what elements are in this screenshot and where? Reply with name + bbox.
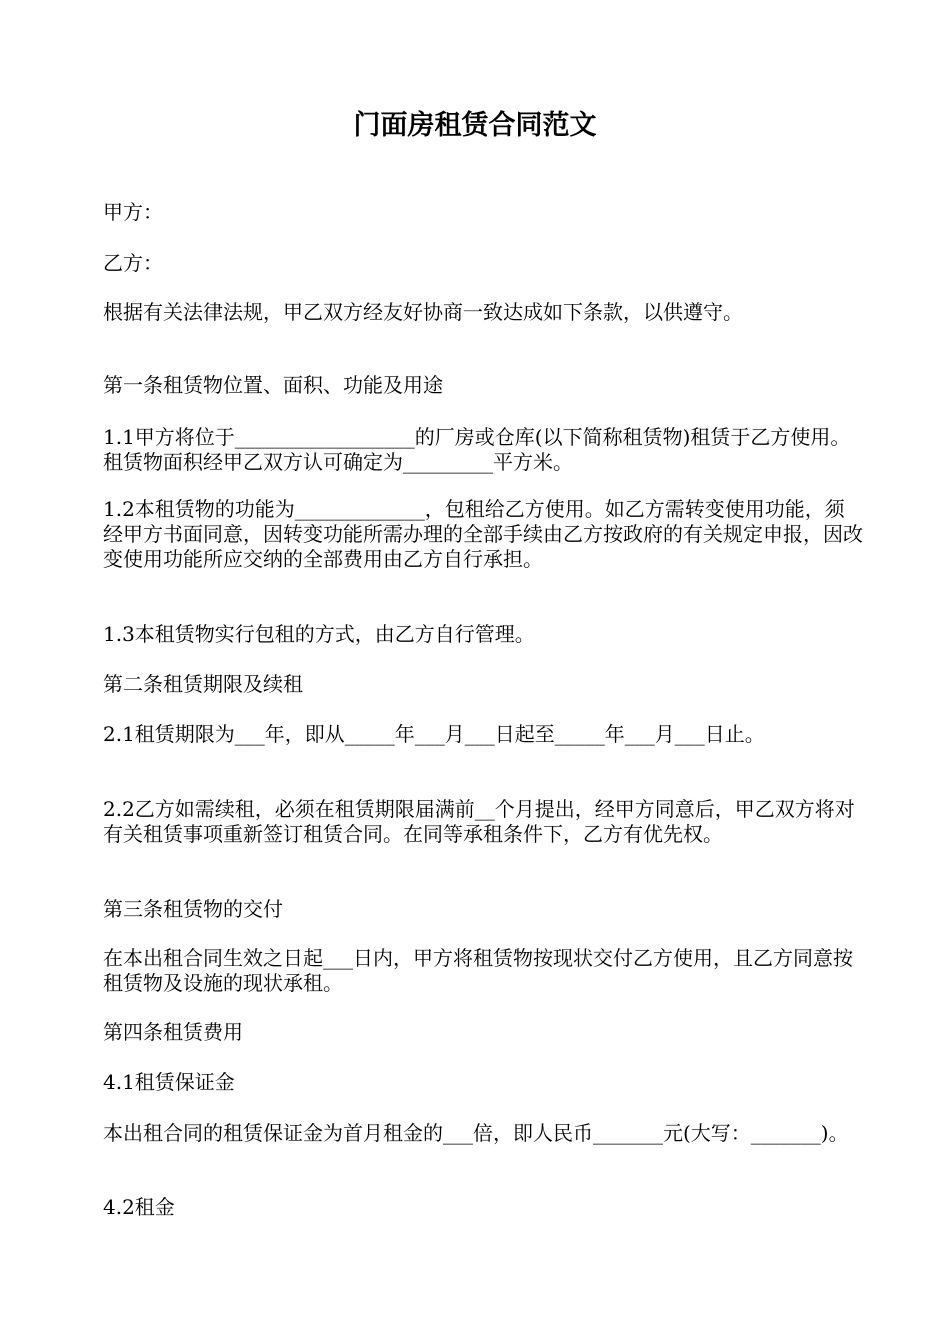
article-1-heading: 第一条租赁物位置、面积、功能及用途 [103, 373, 443, 397]
clause-1-3: 1.3本租赁物实行包租的方式，由乙方自行管理。 [103, 622, 535, 646]
clause-2-1: 2.1租赁期限为___年，即从_____年___月___日起至_____年___月___日止。 [103, 722, 765, 746]
party-b-label: 乙方： [103, 251, 163, 275]
clause-4-1-heading: 4.1租赁保证金 [103, 1070, 235, 1094]
clause-1-2: 1.2本租赁物的功能为_____________，包租给乙方使用。如乙方需转变使用功能，须经甲方书面同意，因转变功能所需办理的全部手续由乙方按政府的有关规定申报，因改变使用功能所应交纳的全部费用由乙方自行承担。 [103, 497, 863, 571]
article-4-heading: 第四条租赁费用 [103, 1020, 243, 1044]
intro-paragraph: 根据有关法律法规，甲乙双方经友好协商一致达成如下条款，以供遵守。 [103, 300, 743, 324]
clause-4-1: 本出租合同的租赁保证金为首月租金的___倍，即人民币_______元(大写：_______)。 [103, 1121, 849, 1145]
document-title: 门面房租赁合同范文 [353, 110, 597, 141]
clause-3: 在本出租合同生效之日起___日内，甲方将租赁物按现状交付乙方使用，且乙方同意按租赁物及设施的现状承租。 [103, 946, 853, 995]
party-a-label: 甲方： [103, 200, 163, 224]
clause-4-2-heading: 4.2租金 [103, 1195, 175, 1219]
article-3-heading: 第三条租赁物的交付 [103, 897, 283, 921]
clause-2-2: 2.2乙方如需续租，必须在租赁期限届满前__个月提出，经甲方同意后，甲乙双方将对有关租赁事项重新签订租赁合同。在同等承租条件下，乙方有优先权。 [103, 797, 855, 846]
clause-1-1: 1.1甲方将位于__________________的厂房或仓库(以下简称租赁物)租赁于乙方使用。租赁物面积经甲乙双方认可确定为_________平方米。 [103, 425, 851, 474]
article-2-heading: 第二条租赁期限及续租 [103, 672, 303, 696]
